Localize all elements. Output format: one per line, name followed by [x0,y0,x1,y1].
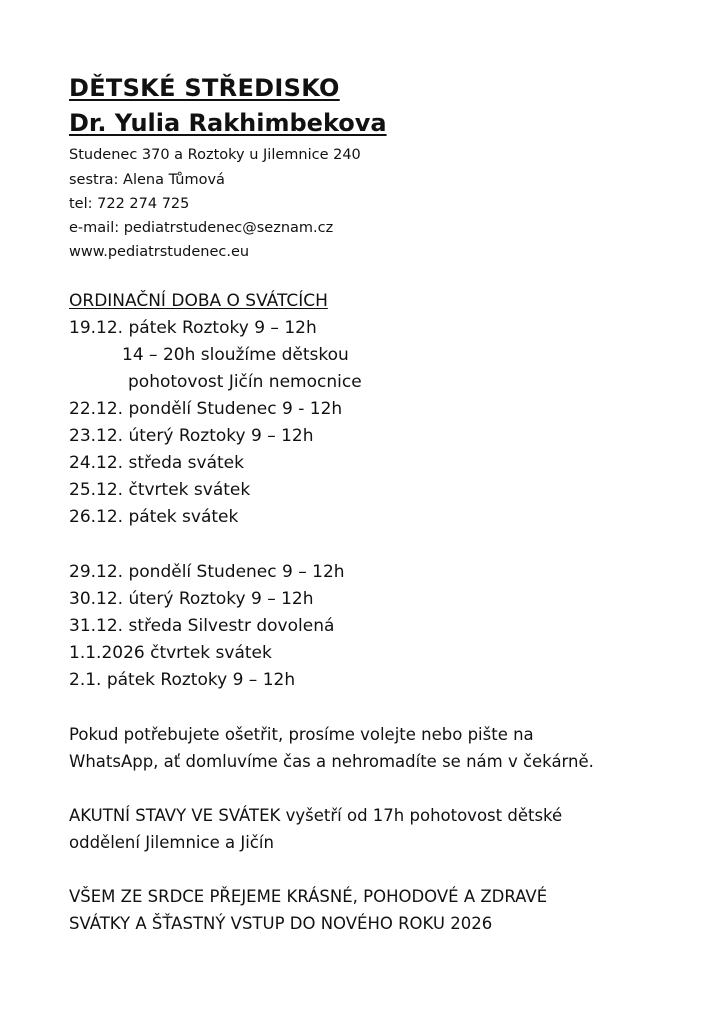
schedule-line: 26.12. pátek svátek [69,507,239,527]
schedule-line: 31.12. středa Silvestr dovolená [69,616,335,636]
wishes-line: VŠEM ZE SRDCE PŘEJEME KRÁSNÉ, POHODOVÉ A ZDRAVÉ [69,887,548,906]
schedule-line: 25.12. čtvrtek svátek [69,480,251,500]
whatsapp-note-line: WhatsApp, ať domluvíme čas a nehromadíte se nám v čekárně. [69,752,594,771]
page-title: DĚTSKÉ STŘEDISKO [69,74,340,102]
acute-note-line: AKUTNÍ STAVY VE SVÁTEK vyšetří od 17h pohotovost dětské [69,806,563,825]
schedule-line: 29.12. pondělí Studenec 9 – 12h [69,562,345,582]
schedule-line: 2.1. pátek Roztoky 9 – 12h [69,670,296,690]
schedule-line: pohotovost Jičín nemocnice [128,372,362,392]
schedule-line: 14 – 20h sloužíme dětskou [122,345,349,365]
schedule-line: 1.1.2026 čtvrtek svátek [69,643,272,663]
schedule-line: 30.12. úterý Roztoky 9 – 12h [69,589,314,609]
whatsapp-note-line: Pokud potřebujete ošetřit, prosíme volejte nebo pište na [69,725,534,744]
acute-note-line: oddělení Jilemnice a Jičín [69,833,274,852]
schedule-line: 22.12. pondělí Studenec 9 - 12h [69,399,343,419]
schedule-line: 19.12. pátek Roztoky 9 – 12h [69,318,317,338]
email: e-mail: pediatrstudenec@seznam.cz [69,220,334,236]
website: www.pediatrstudenec.eu [69,244,250,260]
wishes-line: SVÁTKY A ŠŤASTNÝ VSTUP DO NOVÉHO ROKU 2026 [69,914,493,933]
schedule-line: 23.12. úterý Roztoky 9 – 12h [69,426,314,446]
doctor-name: Dr. Yulia Rakhimbekova [69,109,387,137]
nurse: sestra: Alena Tůmová [69,172,225,188]
phone: tel: 722 274 725 [69,196,190,212]
address: Studenec 370 a Roztoky u Jilemnice 240 [69,147,361,163]
schedule-line: 24.12. středa svátek [69,453,244,473]
hours-heading: ORDINAČNÍ DOBA O SVÁTCÍCH [69,291,328,311]
